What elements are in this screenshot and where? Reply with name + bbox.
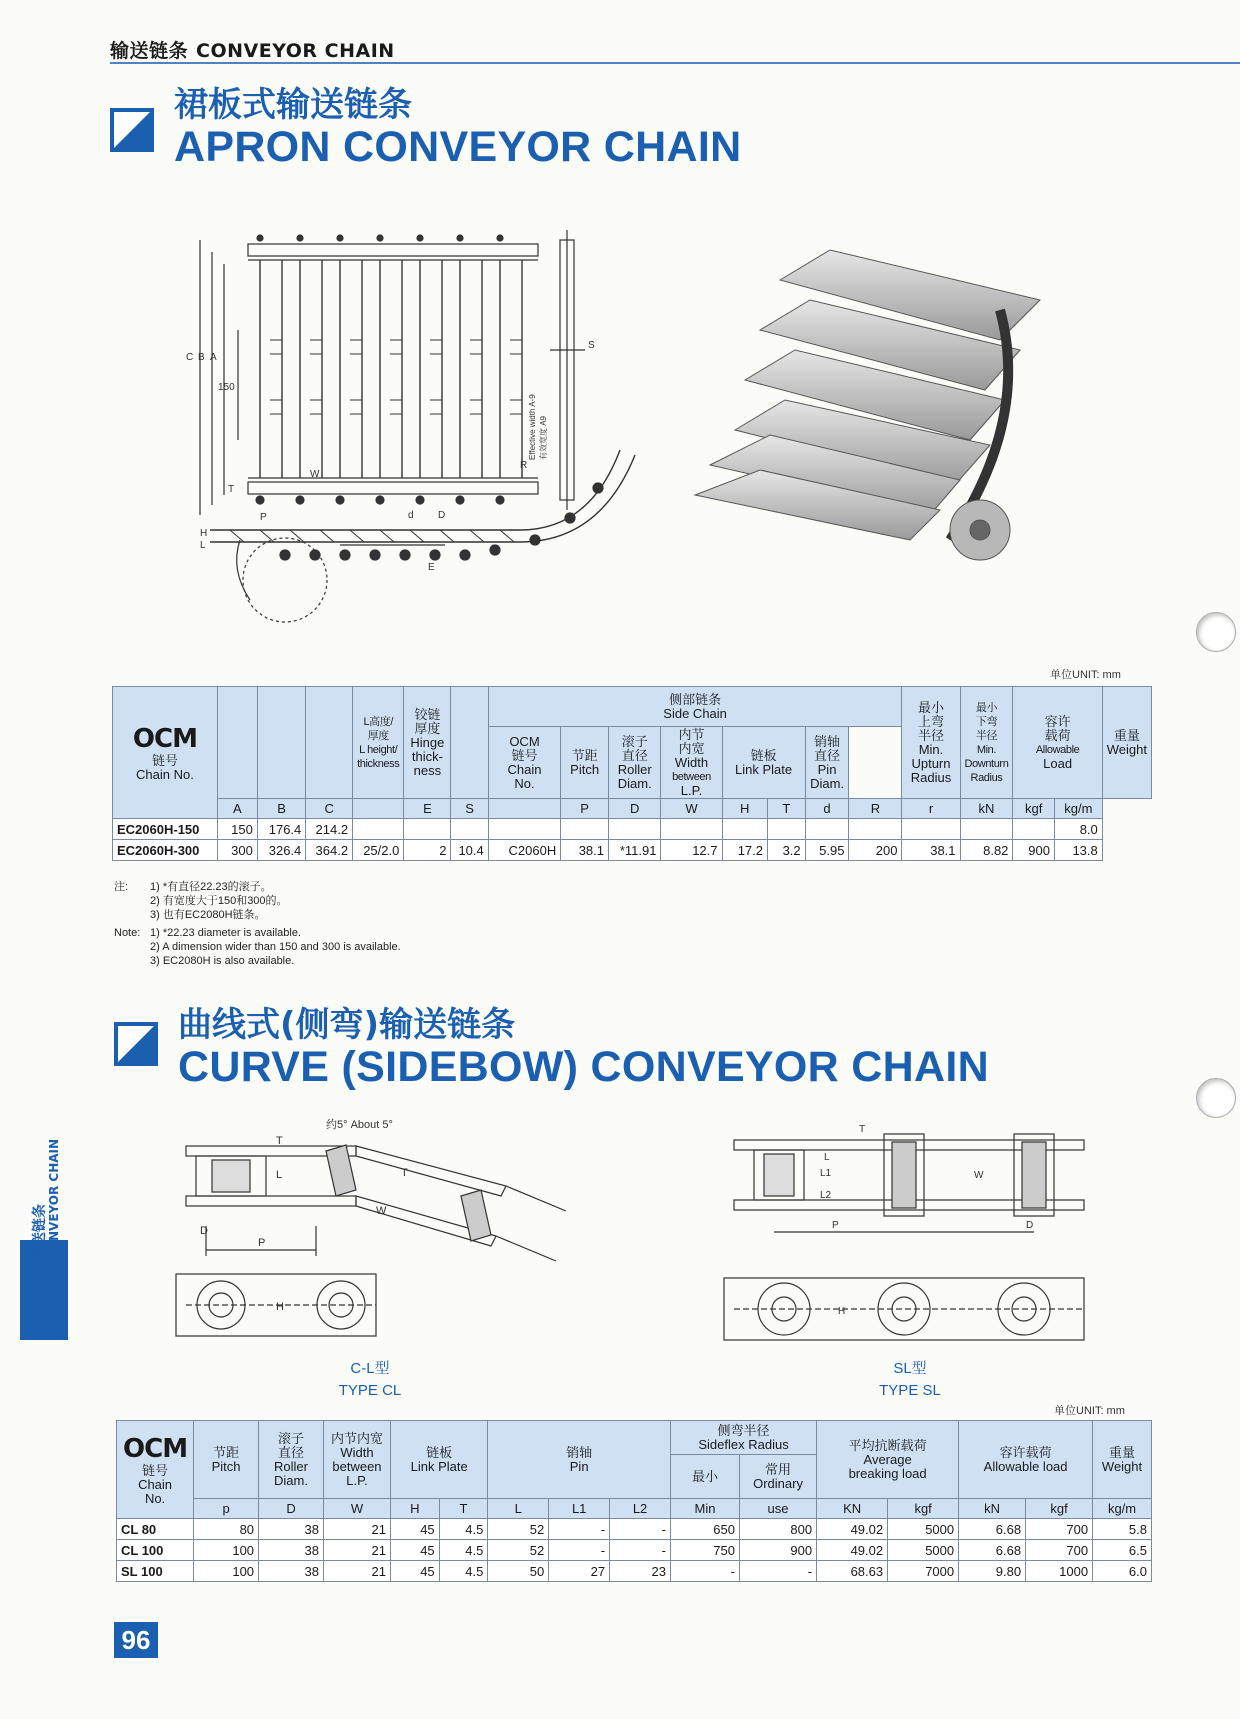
- dim-C: C: [186, 352, 194, 363]
- th2-sym-L1: L1: [549, 1499, 610, 1519]
- table-row: SL 100 100 38 21 45 4.5 50 27 23 - - 68.63 7000 9.80 1000 6.0: [117, 1561, 1152, 1582]
- th-sym-d: d: [805, 799, 849, 819]
- binder-hole-top: [1196, 612, 1236, 652]
- cl-dim-H: H: [276, 1301, 284, 1313]
- th-sym-E: E: [404, 799, 451, 819]
- th-sc-chain: OCM 链号 Chain No.: [488, 727, 560, 799]
- th-linkplate: 链板 Link Plate: [722, 727, 805, 799]
- type-sl-drawing: [724, 1120, 1094, 1356]
- th2-sym-p: p: [194, 1499, 259, 1519]
- sl-dim-L2: L2: [820, 1190, 832, 1201]
- dim-effective-width-cn: 有效宽度 A9: [539, 415, 548, 460]
- th2-pitch: 节距 Pitch: [194, 1421, 259, 1499]
- th2-sym-KN: KN: [817, 1499, 888, 1519]
- th2-sym-D: D: [259, 1499, 324, 1519]
- apron-chain-drawing: [186, 230, 700, 660]
- sl-dim-D: D: [1026, 1220, 1034, 1231]
- dim-A: A: [210, 352, 217, 363]
- section-marker-icon: [114, 1022, 158, 1066]
- th2-linkplate: 链板 Link Plate: [390, 1421, 487, 1499]
- th2-allow: 容许载荷 Allowable load: [959, 1421, 1093, 1499]
- dim-effective-width: Effective width A-9: [528, 394, 537, 460]
- th-sym-kgf: kgf: [1013, 799, 1055, 819]
- type-sl-en: TYPE SL: [879, 1382, 941, 1399]
- section2-unit: 单位UNIT: mm: [1054, 1405, 1125, 1417]
- cl-dim-P: P: [258, 1237, 266, 1249]
- th-load: 容许 载荷 Allowable Load: [1013, 687, 1102, 799]
- dim-L: L: [200, 540, 206, 551]
- dim-D: D: [438, 510, 446, 521]
- sidebar-label-en: CONVEYOR CHAIN: [47, 1138, 61, 1260]
- th2-breaking: 平均抗断载荷 Average breaking load: [817, 1421, 959, 1499]
- cl-dim-T: T: [276, 1135, 283, 1147]
- th2-sym-W: W: [323, 1499, 390, 1519]
- th-sym-kN: kN: [960, 799, 1013, 819]
- binder-hole-bottom: [1196, 1078, 1236, 1118]
- section1-unit: 单位UNIT: mm: [1050, 669, 1121, 681]
- cl-dim-L: L: [276, 1169, 283, 1181]
- cl-dim-W: W: [376, 1205, 387, 1217]
- table-row: CL 80 80 38 21 45 4.5 52 - - 650 800 49.02 5000 6.68 700 5.8: [117, 1519, 1152, 1540]
- dim-150: 150: [218, 382, 235, 393]
- cl-dim-T2: T: [401, 1167, 408, 1179]
- dim-T: T: [228, 484, 235, 495]
- header-en: CONVEYOR CHAIN: [196, 40, 395, 62]
- sl-dim-T: T: [859, 1124, 866, 1135]
- th-chain-no-en: Chain No.: [136, 766, 194, 782]
- th2-sym-L: L: [488, 1499, 549, 1519]
- th-A-blank: [217, 687, 257, 799]
- th-weight: 重量 Weight: [1102, 687, 1151, 799]
- apron-chain-table: [112, 686, 1152, 861]
- dim-H: H: [200, 528, 208, 539]
- section2-title: [178, 1006, 989, 1090]
- th2-sym-T: T: [439, 1499, 488, 1519]
- th-sym-r: r: [902, 799, 960, 819]
- th-side-chain: 侧部链条 Side Chain: [488, 687, 902, 727]
- th-sym-B: B: [257, 799, 305, 819]
- dim-R: R: [520, 460, 528, 471]
- th-sym-S: S: [451, 799, 488, 819]
- th2-width: 内节内宽 Width between L.P.: [323, 1421, 390, 1499]
- th2-sym-kgm: kg/m: [1093, 1499, 1152, 1519]
- th2-sym-kgf: kgf: [888, 1499, 959, 1519]
- th2-sym-use: use: [739, 1499, 816, 1519]
- dim-P: P: [260, 512, 267, 523]
- th-sym-L: [353, 799, 404, 819]
- th2-sideflex: 侧弯半径 Sideflex Radius: [670, 1421, 816, 1455]
- th-sym-A: A: [217, 799, 257, 819]
- section1-title-cn: 裙板式输送链条: [174, 85, 412, 125]
- sl-dim-W: W: [974, 1170, 984, 1181]
- th-sym-R: R: [849, 799, 902, 819]
- th-sym-D: D: [609, 799, 661, 819]
- apron-chain-photo: [700, 240, 1050, 600]
- header-cn: 输送链条: [110, 41, 189, 62]
- dim-S: S: [588, 340, 595, 351]
- sidebar-label: [30, 1110, 62, 1260]
- page-number: 96: [114, 1622, 158, 1658]
- dim-B: B: [198, 352, 205, 363]
- th-S-blank: [451, 687, 488, 799]
- section1-notes: 注: 1) *有直径22.23的滚子。 2) 有宽度大于150和300的。 3) 也有EC2080H链条。 Note: 1) *22.23 diameter is available. 2) A dimension wider than 150 and 300 is available. 3) EC2080H is also available.: [114, 881, 401, 967]
- th-C-blank: [306, 687, 353, 799]
- table-row: EC2060H-300 300 326.4 364.2 25/2.0 2 10.4 C2060H 38.1 *11.91 12.7 17.2 3.2 5.95 200 38.1 8.82 900 13.8: [113, 840, 1152, 861]
- section2-title-cn: 曲线式(侧弯)输送链条: [178, 1005, 516, 1045]
- th-sym-P: P: [561, 799, 609, 819]
- section1-title-en: APRON CONVEYOR CHAIN: [174, 123, 742, 171]
- th-sym-C: C: [306, 799, 353, 819]
- type-cl-drawing: [176, 1116, 596, 1356]
- th-upturn: 最小 上弯 半径 Min. Upturn Radius: [902, 687, 960, 799]
- th2-roller: 滚子 直径 Roller Diam.: [259, 1421, 324, 1499]
- sl-dim-P: P: [832, 1220, 839, 1231]
- type-cl-cn: C-L型: [350, 1360, 390, 1377]
- th-sym-T: T: [768, 799, 806, 819]
- sl-dim-L1: L1: [820, 1168, 832, 1179]
- th-L: L高度/ 厚度 L height/ thickness: [353, 687, 404, 799]
- running-header: [110, 36, 395, 63]
- th-pitch: 节距 Pitch: [561, 727, 609, 799]
- dim-d: d: [408, 510, 414, 521]
- header-rule: [110, 62, 1240, 64]
- dim-E: E: [428, 562, 435, 573]
- th-B-blank: [257, 687, 305, 799]
- th-downturn: 最小 下弯 半径 Min. Downturn Radius: [960, 687, 1013, 799]
- th-chain-no-cn: 链号: [151, 752, 178, 768]
- type-cl-label: [300, 1358, 440, 1402]
- th2-sym-kgf2: kgf: [1026, 1499, 1093, 1519]
- angle-note: 约5° About 5°: [326, 1119, 393, 1131]
- th2-chain-no: OCM 链号 Chain No.: [117, 1421, 194, 1519]
- th2-sym-L2: L2: [610, 1499, 671, 1519]
- th-roller: 滚子 直径 Roller Diam.: [609, 727, 661, 799]
- th-chain-no: [113, 687, 218, 819]
- ocm-logo-2: OCM: [123, 1433, 188, 1464]
- th2-min: 最小: [670, 1455, 739, 1499]
- th2-weight: 重量 Weight: [1093, 1421, 1152, 1499]
- section2-title-en: CURVE (SIDEBOW) CONVEYOR CHAIN: [178, 1043, 989, 1091]
- th2-sym-H: H: [390, 1499, 439, 1519]
- th2-pin: 销轴 Pin: [488, 1421, 671, 1499]
- th-sym-kgm: kg/m: [1054, 799, 1102, 819]
- th-pin: 销轴 直径 Pin Diam.: [805, 727, 849, 799]
- type-cl-en: TYPE CL: [338, 1382, 402, 1399]
- table-row: CL 100 100 38 21 45 4.5 52 - - 750 900 49.02 5000 6.68 700 6.5: [117, 1540, 1152, 1561]
- th2-sym-kN: kN: [959, 1499, 1026, 1519]
- th-sym-H: H: [722, 799, 768, 819]
- sl-dim-L: L: [824, 1152, 830, 1163]
- th2-sym-min: Min: [670, 1499, 739, 1519]
- sidebar-label-cn: 输送链条: [32, 1204, 48, 1260]
- th2-ordinary: 常用 Ordinary: [739, 1455, 816, 1499]
- th-E: 铰链 厚度 Hinge thick- ness: [404, 687, 451, 799]
- cl-dim-D: D: [200, 1225, 208, 1237]
- th-width: 内节 内宽 Width between L.P.: [661, 727, 722, 799]
- type-sl-cn: SL型: [893, 1360, 927, 1377]
- section1-title: [174, 86, 741, 170]
- section-marker-icon: [110, 108, 154, 152]
- sl-dim-H: H: [838, 1306, 846, 1317]
- ocm-logo: OCM: [132, 723, 197, 754]
- th-sym-chain: [488, 799, 560, 819]
- dim-W: W: [310, 469, 320, 480]
- curve-chain-table: [116, 1420, 1152, 1582]
- th-sym-W: W: [661, 799, 722, 819]
- table-row: EC2060H-150 150 176.4 214.2 8.0: [113, 819, 1152, 840]
- type-sl-label: [840, 1358, 980, 1402]
